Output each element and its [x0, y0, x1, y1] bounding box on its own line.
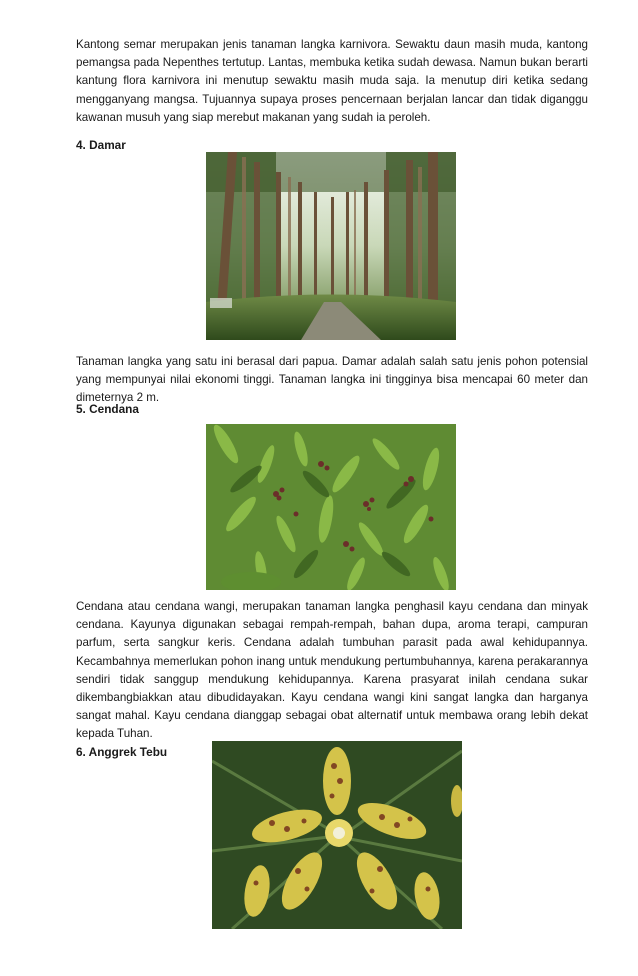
- heading-anggrek-tebu: 6. Anggrek Tebu: [76, 745, 168, 759]
- damar-forest-photo: [206, 152, 456, 340]
- heading-cendana: 5. Cendana: [76, 402, 139, 416]
- heading-damar: 4. Damar: [76, 138, 126, 152]
- paragraph-kantong-semar: Kantong semar merupakan jenis tanaman langka karnivora. Sewaktu daun masih muda, kantong pemangsa pada Nepenthes tertutup. Lantas, membuka ketika sudah dewasa. Namun bukan berarti kantung flora karnivora ini menutup sewaktu masih muda saja. Ia menutup diri ketika sedang mengganyang mangsa. Tujuannya supaya proses pencernaan berjalan lancar dan tidak diganggu kawanan musuh yang siap merebut makanan yang sudah ia peroleh.: [76, 38, 588, 124]
- anggrek-tebu-flower-photo: [212, 741, 462, 929]
- paragraph-cendana: Cendana atau cendana wangi, merupakan tanaman langka penghasil kayu cendana dan minyak cendana. Kayunya digunakan sebagai rempah-rempah, bahan dupa, aroma terapi, campuran parfum, serta sangkur keris. Cendana adalah tumbuhan parasit pada awal kehidupannya. Kecambahnya memerlukan pohon inang untuk mendukung pertumbuhannya, karena perakarannya sendiri tidak sanggup mendukung kehidupannya. Karena prasyarat inilah cendana sukar dikembangbiakkan atau dibudidayakan. Kayu cendana wangi kini sangat langka dan harganya sangat mahal. Kayu cendana dianggap sebagai obat alternatif untuk membawa orang lebih dekat kepada Tuhan.: [76, 600, 588, 741]
- paragraph-damar: Tanaman langka yang satu ini berasal dari papua. Damar adalah salah satu jenis pohon potensial yang mempunyai nilai ekonomi tinggi. Tanaman langka ini tingginya bisa mencapai 60 meter dan dimeternya 2 m.: [76, 355, 588, 405]
- cendana-leaves-photo: [206, 424, 456, 590]
